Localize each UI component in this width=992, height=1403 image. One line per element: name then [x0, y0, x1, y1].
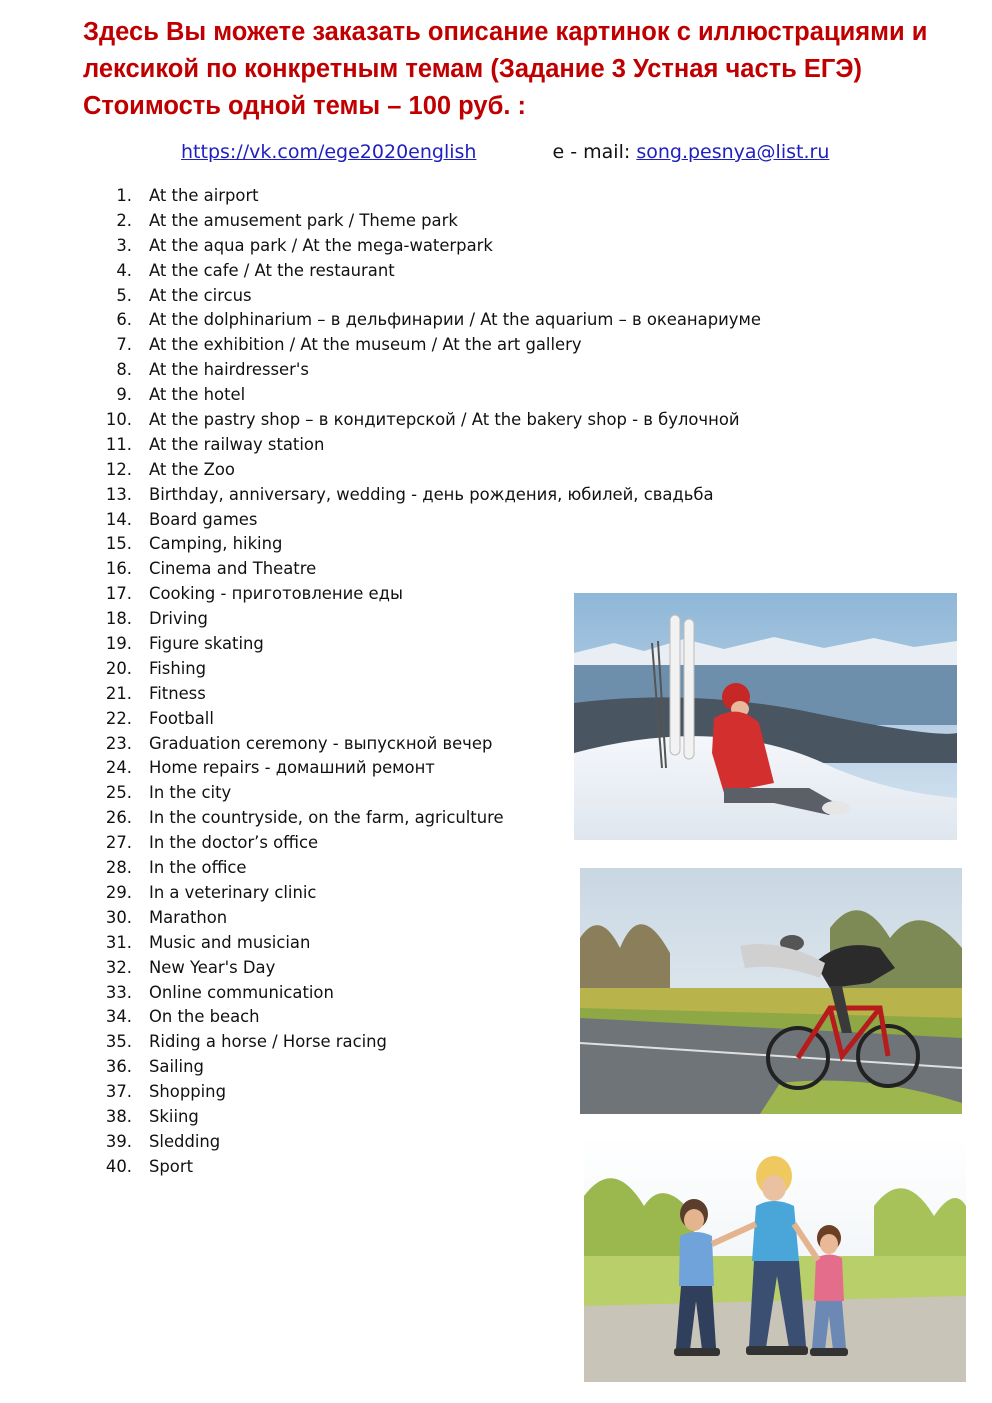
list-item-number: 13. — [105, 484, 132, 504]
list-item-text: Sailing — [149, 1057, 204, 1077]
list-item-number: 15. — [105, 534, 132, 554]
list-item-text: Fishing — [149, 658, 207, 678]
list-item-number: 33. — [105, 982, 132, 1002]
list-item-number: 31. — [105, 932, 132, 952]
list-item-text: Birthday, anniversary, wedding - день рождения, юбилей, свадьба — [149, 484, 714, 504]
list-item-text: In the office — [149, 858, 247, 878]
list-item-text: At the amusement park / Theme park — [149, 210, 458, 230]
list-item-number: 2. — [116, 210, 132, 230]
list-item-text: Marathon — [149, 907, 228, 927]
list-item-text: In a veterinary clinic — [149, 882, 317, 902]
skier-photo — [574, 593, 957, 840]
list-item-number: 7. — [116, 335, 132, 355]
page-title: Здесь Вы можете заказать описание картинок с иллюстрациями и лексикой по конкретным темам (Задание 3 Устная часть ЕГЭ) Стоимость одной темы – 100 руб. : — [83, 18, 928, 120]
list-item-number: 26. — [105, 808, 132, 828]
list-item-number: 21. — [105, 683, 132, 703]
list-item-text: Figure skating — [149, 634, 264, 654]
cyclist-illustration — [580, 868, 962, 1114]
list-item-number: 10. — [105, 410, 132, 430]
list-item-text: Cinema and Theatre — [149, 559, 317, 579]
list-item-text: Driving — [149, 609, 208, 629]
list-item-number: 34. — [105, 1007, 132, 1027]
list-item-number: 9. — [116, 385, 132, 405]
list-item-text: At the pastry shop – в кондитерской / At the bakery shop - в булочной — [149, 410, 740, 430]
rollerblading-illustration — [584, 1136, 966, 1382]
list-item-text: At the aqua park / At the mega-waterpark — [149, 235, 493, 255]
list-item-text: At the hotel — [149, 385, 246, 405]
list-item-text: Online communication — [149, 982, 334, 1002]
list-item-number: 19. — [105, 634, 132, 654]
list-item-text: Skiing — [149, 1106, 199, 1126]
list-item-text: Graduation ceremony - выпускной вечер — [149, 733, 493, 753]
list-item-text: Football — [149, 708, 214, 728]
list-item-number: 3. — [116, 235, 132, 255]
list-item-number: 20. — [105, 658, 132, 678]
list-item-number: 17. — [105, 584, 132, 604]
list-item-number: 8. — [116, 360, 132, 380]
list-item-text: At the railway station — [149, 434, 325, 454]
list-item-number: 16. — [105, 559, 132, 579]
list-item-text: Board games — [149, 509, 258, 529]
list-item-number: 29. — [105, 882, 132, 902]
list-item-text: In the countryside, on the farm, agriculture — [149, 808, 504, 828]
list-item-number: 38. — [105, 1106, 132, 1126]
list-item-number: 40. — [105, 1156, 132, 1176]
list-item-text: At the circus — [149, 285, 252, 305]
vk-link[interactable]: https://vk.com/ege2020english — [181, 141, 477, 163]
email-label: e - mail: — [552, 141, 631, 163]
contact-line — [181, 138, 881, 166]
list-item-number: 39. — [105, 1131, 132, 1151]
list-item-number: 1. — [116, 186, 132, 205]
list-item-text: At the cafe / At the restaurant — [149, 260, 395, 280]
list-item-text: At the Zoo — [149, 459, 235, 479]
list-item-text: Fitness — [149, 683, 206, 703]
list-item-text: At the airport — [149, 186, 259, 205]
list-item-number: 37. — [105, 1082, 132, 1102]
list-item-text: Camping, hiking — [149, 534, 283, 554]
list-item-text: Cooking - приготовление еды — [149, 584, 403, 604]
list-item-number: 25. — [105, 783, 132, 803]
list-item-number: 24. — [105, 758, 132, 778]
list-item-number: 5. — [116, 285, 132, 305]
list-item-number: 22. — [105, 708, 132, 728]
list-item-number: 30. — [105, 907, 132, 927]
list-item-text: Shopping — [149, 1082, 226, 1102]
list-item-text: Music and musician — [149, 932, 311, 952]
list-item-text: In the city — [149, 783, 232, 803]
email-link[interactable]: song.pesnya@list.ru — [636, 141, 830, 163]
list-item-number: 28. — [105, 858, 132, 878]
list-item-number: 6. — [116, 310, 132, 330]
list-item-text: Sport — [149, 1156, 194, 1176]
list-item-number: 35. — [105, 1032, 132, 1052]
list-item-number: 23. — [105, 733, 132, 753]
list-item-text: At the hairdresser's — [149, 360, 309, 380]
list-item-number: 36. — [105, 1057, 132, 1077]
list-item-text: Home repairs - домашний ремонт — [149, 758, 435, 778]
skier-illustration — [574, 593, 957, 840]
rollerblading-photo — [584, 1136, 966, 1382]
cyclist-photo — [580, 868, 962, 1114]
list-item-number: 32. — [105, 957, 132, 977]
list-item-text: New Year's Day — [149, 957, 276, 977]
list-item-number: 14. — [105, 509, 132, 529]
list-item-text: At the dolphinarium – в дельфинарии / At the aquarium – в океанариуме — [149, 310, 761, 330]
list-item-number: 4. — [116, 260, 132, 280]
list-item-text: At the exhibition / At the museum / At the art gallery — [149, 335, 582, 355]
list-item-number: 27. — [105, 833, 132, 853]
list-item-text: Riding a horse / Horse racing — [149, 1032, 387, 1052]
list-item-text: In the doctor’s office — [149, 833, 319, 853]
list-item-number: 12. — [105, 459, 132, 479]
list-item-text: On the beach — [149, 1007, 260, 1027]
list-item-text: Sledding — [149, 1131, 221, 1151]
list-item-number: 11. — [105, 434, 132, 454]
list-item-number: 18. — [105, 609, 132, 629]
